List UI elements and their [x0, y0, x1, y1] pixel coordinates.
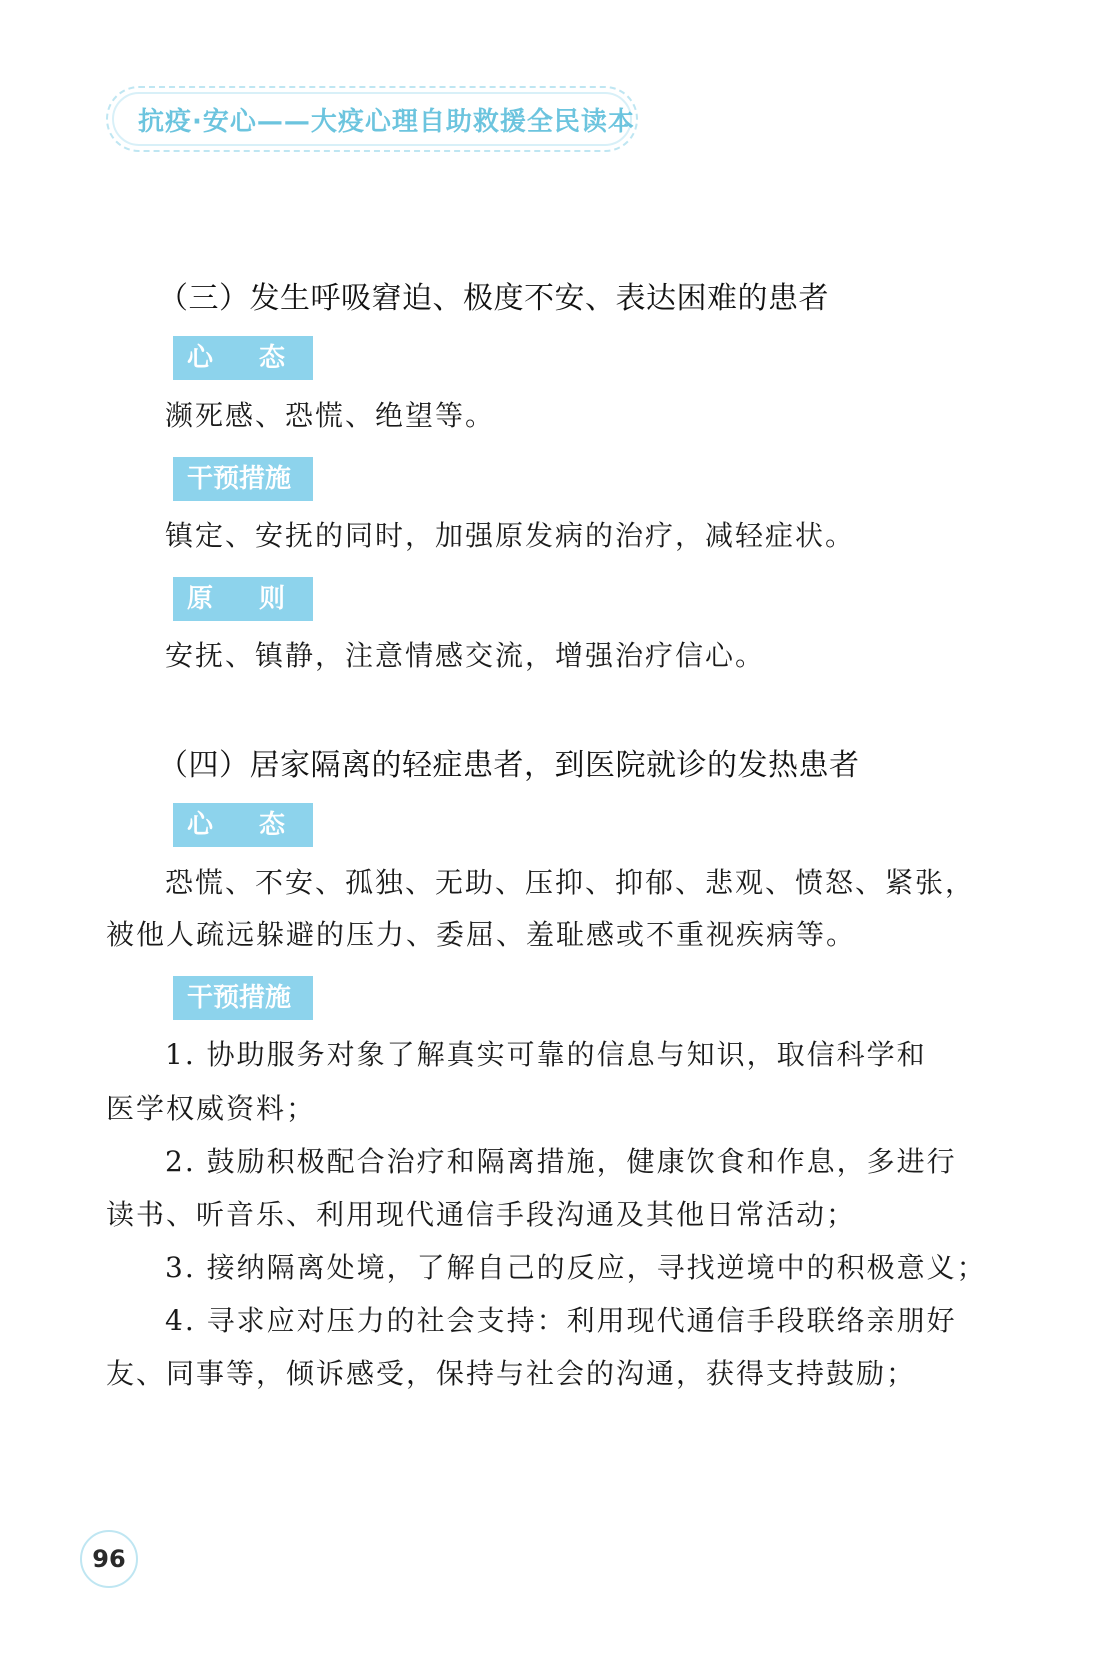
label-mentality: 心态	[173, 803, 313, 847]
principle-text: 安抚、镇静，注意情感交流，增强治疗信心。	[165, 639, 766, 672]
label-principle: 原则	[173, 577, 313, 621]
intervention-item-1-cont: 医学权威资料；	[106, 1092, 317, 1125]
book-title: 抗疫·安心——大疫心理自助救援全民读本	[138, 107, 635, 137]
intervention-item-4: 4. 寻求应对压力的社会支持：利用现代通信手段联络亲朋好	[165, 1304, 957, 1337]
section-heading-4: （四）居家隔离的轻症患者，到医院就诊的发热患者	[158, 748, 860, 783]
intervention-item-2-cont: 读书、听音乐、利用现代通信手段沟通及其他日常活动；	[106, 1198, 857, 1231]
intervention-item-2: 2. 鼓励积极配合治疗和隔离措施，健康饮食和作息，多进行	[165, 1145, 957, 1178]
label-intervention: 干预措施	[173, 976, 313, 1020]
label-mentality: 心态	[173, 336, 313, 380]
intervention-item-4-cont: 友、同事等，倾诉感受，保持与社会的沟通，获得支持鼓励；	[106, 1357, 917, 1390]
mentality-text-line: 恐慌、不安、孤独、无助、压抑、抑郁、悲观、愤怒、紧张，	[165, 866, 976, 899]
label-intervention: 干预措施	[173, 457, 313, 501]
section-heading-3: （三）发生呼吸窘迫、极度不安、表达困难的患者	[158, 281, 829, 316]
intervention-item-3: 3. 接纳隔离处境，了解自己的反应，寻找逆境中的积极意义；	[165, 1251, 987, 1284]
intervention-text: 镇定、安抚的同时，加强原发病的治疗，减轻症状。	[165, 519, 856, 552]
mentality-text: 濒死感、恐慌、绝望等。	[165, 399, 496, 432]
page-number: 96	[80, 1530, 138, 1588]
mentality-text-line: 被他人疏远躲避的压力、委屈、羞耻感或不重视疾病等。	[106, 918, 857, 951]
intervention-item-1: 1. 协助服务对象了解真实可靠的信息与知识，取信科学和	[165, 1038, 927, 1071]
